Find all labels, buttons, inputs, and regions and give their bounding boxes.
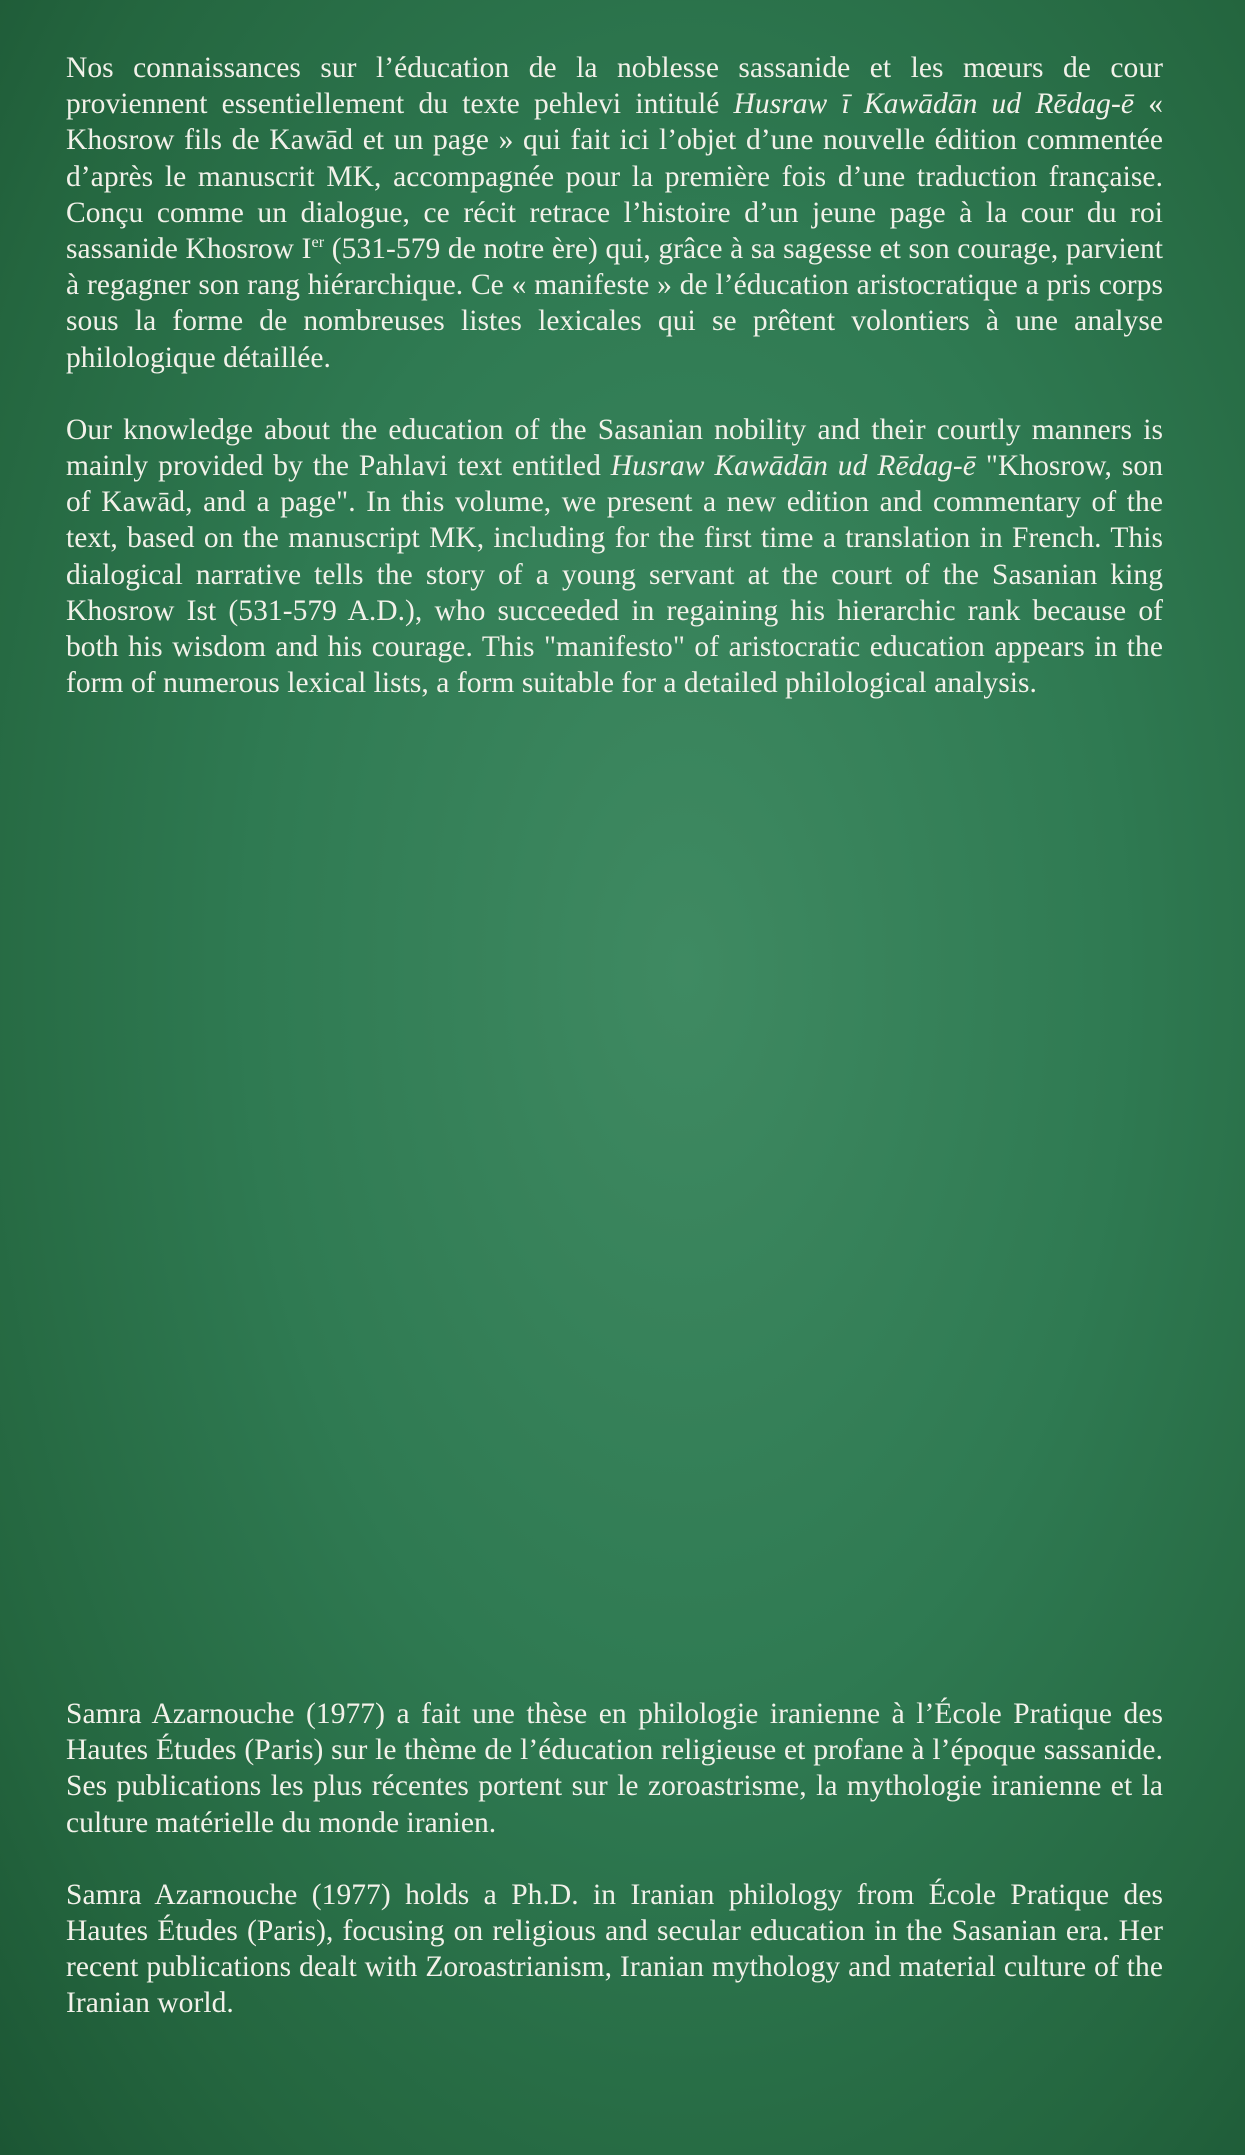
summary-french-text-3: (531-579 de notre ère) qui, grâce à sa sagesse et son courage, parvient à regagner son rang hiérarchique. Ce « manifeste » de l’éducation aristocratique a pris corps sous la forme de nombreuses listes lexicales qui se prêtent volontiers à une analyse philologique détaillée. xyxy=(66,233,1163,374)
summary-french-text-1: Nos connaissances sur l’éducation de la noblesse sassanide et les mœurs de cour proviennent essentiellement du texte pehlevi intitulé xyxy=(66,52,1163,121)
author-section xyxy=(66,1696,1163,2022)
author-bio-english: Samra Azarnouche (1977) holds a Ph.D. in Iranian philology from École Pratique des Hautes Études (Paris), focusing on religious and secular education in the Sasanian era. Her recent publications dealt with Zoroastrianism, Iranian mythology and material culture of the Iranian world. xyxy=(66,1878,1163,2020)
summary-english-text-2: "Khosrow, son of Kawād, and a page". In this volume, we present a new edition and commentary of the text, based on the manuscript MK, including for the first time a translation in French. This dialogical narrative tells the story of a young servant at the court of the Sasanian king Khosrow Ist (531-579 A.D.), who succeeded in regaining his hierarchic rank because of both his wisdom and his courage. This "manifesto" of aristocratic education appears in the form of numerous lexical lists, a form suitable for a detailed philological analysis. xyxy=(66,450,1164,700)
summary-english-text-1: Our knowledge about the education of the Sasanian nobility and their courtly manners is mainly provided by the Pahlavi text entitled xyxy=(66,413,1163,483)
summary-french-text-2: « Khosrow fils de Kawād et un page » qui fait ici l’objet d’une nouvelle édition commentée d’après le manuscrit MK, accompagnée pour la première fois d’une traduction française. Conçu comme un dialogue, ce récit retrace l’histoire d’un jeune page à la cour du roi sassanide Khosrow I xyxy=(66,88,1163,266)
summary-french xyxy=(66,50,1163,376)
summary-french-title: Husraw ī Kawādān ud Rēdag-ē xyxy=(733,88,1134,121)
summary-english-title: Husraw Kawādān ud Rēdag-ē xyxy=(610,450,976,483)
summary-english xyxy=(66,412,1163,702)
summary-section xyxy=(66,50,1163,701)
summary-french-superscript: er xyxy=(311,233,325,252)
author-bio-french: Samra Azarnouche (1977) a fait une thèse en philologie iranienne à l’École Pratique des Hautes Études (Paris) sur le thème de l’éducation religieuse et profane à l’époque sassanide. Ses publications les plus récentes portent sur le zoroastrisme, la mythologie iranienne et la culture matérielle du monde iranien. xyxy=(66,1698,1163,1839)
